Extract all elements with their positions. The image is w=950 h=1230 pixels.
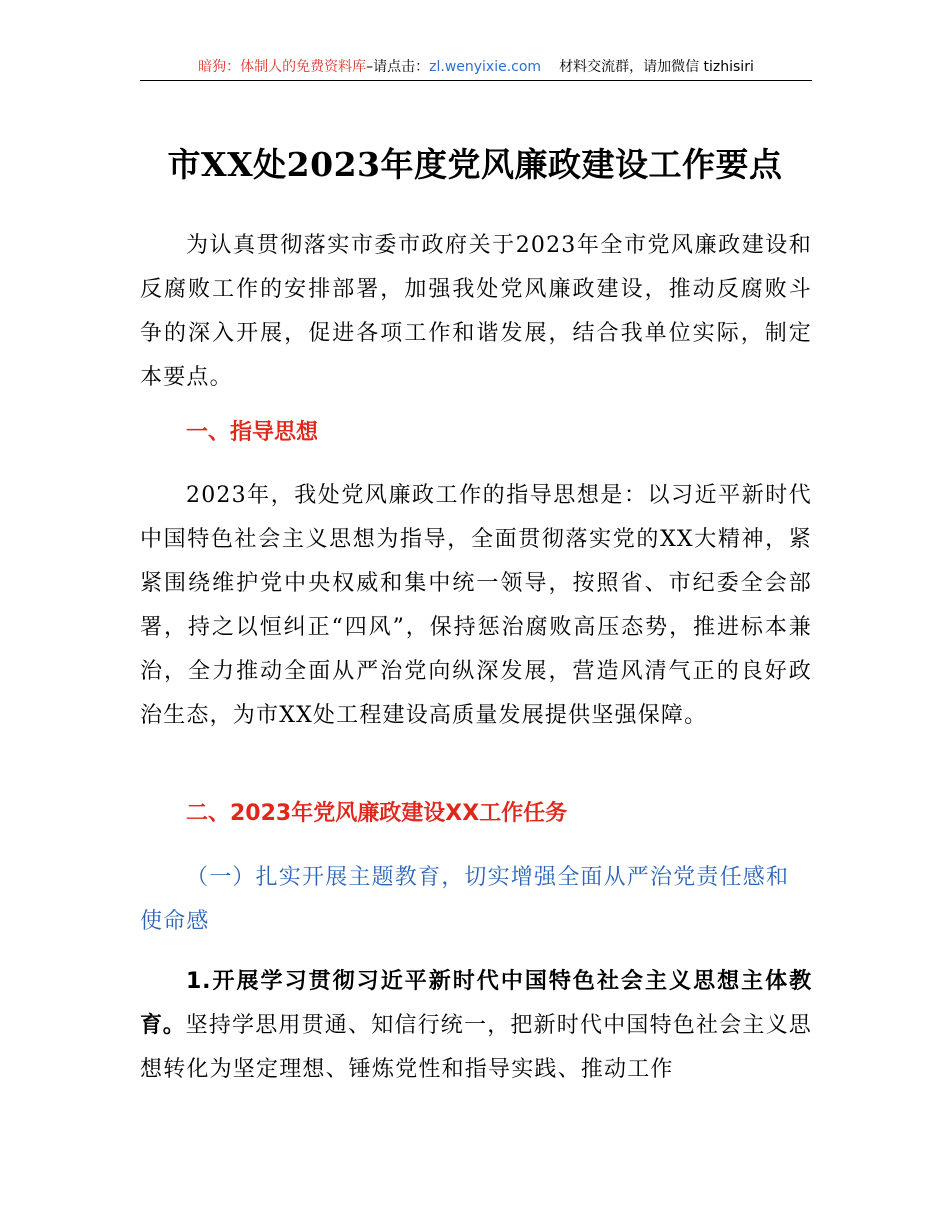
page-header — [140, 56, 812, 81]
item1-paragraph — [140, 960, 812, 1092]
document-title: 市XX处2023年度党风廉政建设工作要点 — [167, 145, 783, 184]
header-click-prompt: –请点击： — [366, 59, 430, 75]
intro-paragraph: 为认真贯彻落实市委市政府关于2023年全市党风廉政建设和反腐败工作的安排部署，加强我处党风廉政建设，推动反腐败斗争的深入开展，促进各项工作和谐发展，结合我单位实际，制定本要点。 — [140, 233, 812, 390]
header-group-note: 材料交流群，请加微信 tizhisiri — [559, 59, 754, 75]
section1-paragraph: 2023年，我处党风廉政工作的指导思想是：以习近平新时代中国特色社会主义思想为指导，全面贯彻落实党的XX大精神，紧紧围绕维护党中央权威和集中统一领导，按照省、市纪委全会部署，持之以恒纠正“四风”，保持惩治腐败高压态势，推进标本兼治，全力推动全面从严治党向纵深发展，营造风清气正的良好政治生态，为市XX处工程建设高质量发展提供坚强保障。 — [140, 483, 812, 728]
header-url-link[interactable]: zl.wenyixie.com — [429, 59, 542, 75]
item1-body: 坚持学思用贯通、知信行统一，把新时代中国特色社会主义思想转化为坚定理想、锤炼党性和指导实践、推动工作 — [140, 1013, 813, 1082]
header-site-name: 暗狗：体制人的免费资料库 — [198, 59, 367, 75]
item1-lead: 1.开展学习贯彻习近平新时代中国特色社会主义思想主体教育。 — [140, 969, 812, 1038]
subsection1-heading: （一）扎实开展主题教育，切实增强全面从严治党责任感和使命感 — [140, 865, 790, 934]
section1-heading: 一、指导思想 — [186, 420, 319, 445]
section2-heading: 二、2023年党风廉政建设XX工作任务 — [186, 801, 568, 826]
